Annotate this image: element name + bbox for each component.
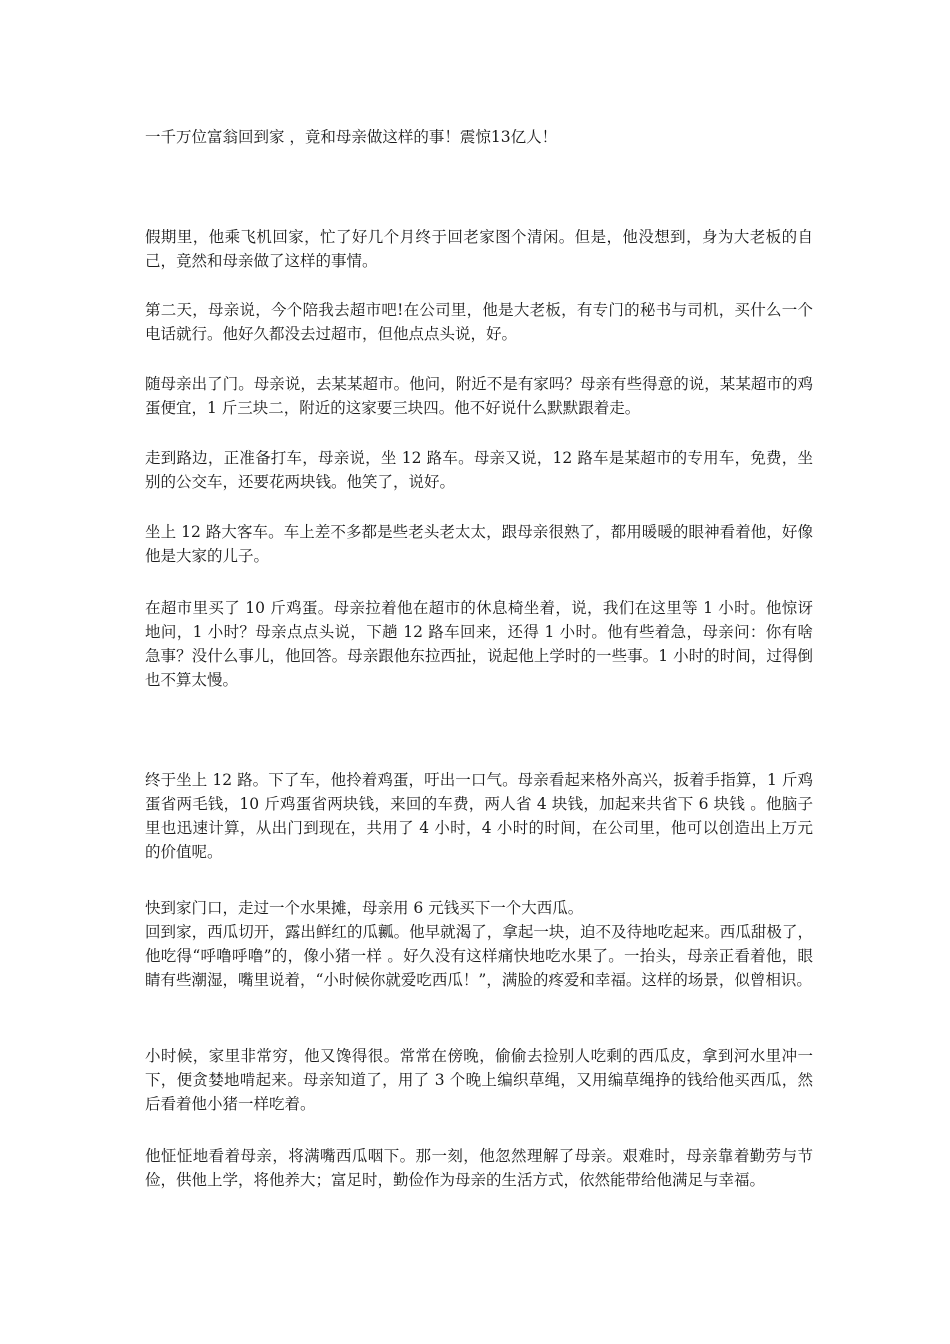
paragraph-1: 假期里，他乘飞机回家，忙了好几个月终于回老家图个清闲。但是，他没想到，身为大老板的自己，竟然和母亲做了这样的事情。 [145, 228, 813, 270]
paragraph-10: 小时候，家里非常穷，他又馋得很。常常在傍晚，偷偷去捡别人吃剩的西瓜皮，拿到河水里冲一下，便贪婪地啃起来。母亲知道了，用了 3 个晚上编织草绳，又用编草绳挣的钱给他买西瓜，然后看着他小猪一样吃着。 [145, 1047, 813, 1113]
paragraph-11: 他怔怔地看着母亲，将满嘴西瓜咽下。那一刻，他忽然理解了母亲。艰难时，母亲靠着勤劳与节俭，供他上学，将他养大；富足时，勤俭作为母亲的生活方式，依然能带给他满足与幸福。 [145, 1147, 813, 1189]
paragraph-6: 在超市里买了 10 斤鸡蛋。母亲拉着他在超市的休息椅坐着，说，我们在这里等 1 小时。他惊讶地问，1 小时？母亲点点头说，下趟 12 路车回来，还得 1 小时。他有些着急，母亲问：你有啥急事？没什么事儿，他回答。母亲跟他东拉西扯，说起他上学时的一些事。1 小时的时间，过得倒也不算太慢。 [145, 599, 813, 689]
paragraph-5: 坐上 12 路大客车。车上差不多都是些老头老太太，跟母亲很熟了，都用暖暖的眼神看着他，好像他是大家的儿子。 [145, 523, 813, 565]
paragraph-4: 走到路边，正准备打车，母亲说，坐 12 路车。母亲又说，12 路车是某超市的专用车，免费，坐别的公交车，还要花两块钱。他笑了，说好。 [145, 449, 813, 491]
paragraph-9: 回到家，西瓜切开，露出鲜红的瓜瓤。他早就渴了，拿起一块，迫不及待地吃起来。西瓜甜极了，他吃得“呼噜呼噜”的，像小猪一样 。好久没有这样痛快地吃水果了。一抬头，母亲正看着他，眼睛有些潮湿，嘴里说着，“小时候你就爱吃西瓜！”，满脸的疼爱和幸福。这样的场景，似曾相识。 [145, 923, 813, 989]
document-title: 一千万位富翁回到家 ，竟和母亲做这样的事！震惊13亿人！ [145, 128, 558, 146]
paragraph-7: 终于坐上 12 路。下了车，他拎着鸡蛋，吁出一口气。母亲看起来格外高兴，扳着手指算，1 斤鸡蛋省两毛钱，10 斤鸡蛋省两块钱，来回的车费，两人省 4 块钱，加起来共省下 6 块钱 。他脑子里也迅速计算，从出门到现在，共用了 4 小时，4 小时的时间，在公司里，他可以创造出上万元的价值呢。 [145, 771, 813, 861]
paragraph-2: 第二天，母亲说，今个陪我去超市吧!在公司里，他是大老板，有专门的秘书与司机，买什么一个电话就行。他好久都没去过超市，但他点点头说，好。 [145, 301, 813, 343]
paragraph-8: 快到家门口，走过一个水果摊，母亲用 6 元钱买下一个大西瓜。 [145, 899, 584, 917]
paragraph-3: 随母亲出了门。母亲说，去某某超市。他问，附近不是有家吗？母亲有些得意的说，某某超市的鸡蛋便宜，1 斤三块二，附近的这家要三块四。他不好说什么默默跟着走。 [145, 375, 813, 417]
